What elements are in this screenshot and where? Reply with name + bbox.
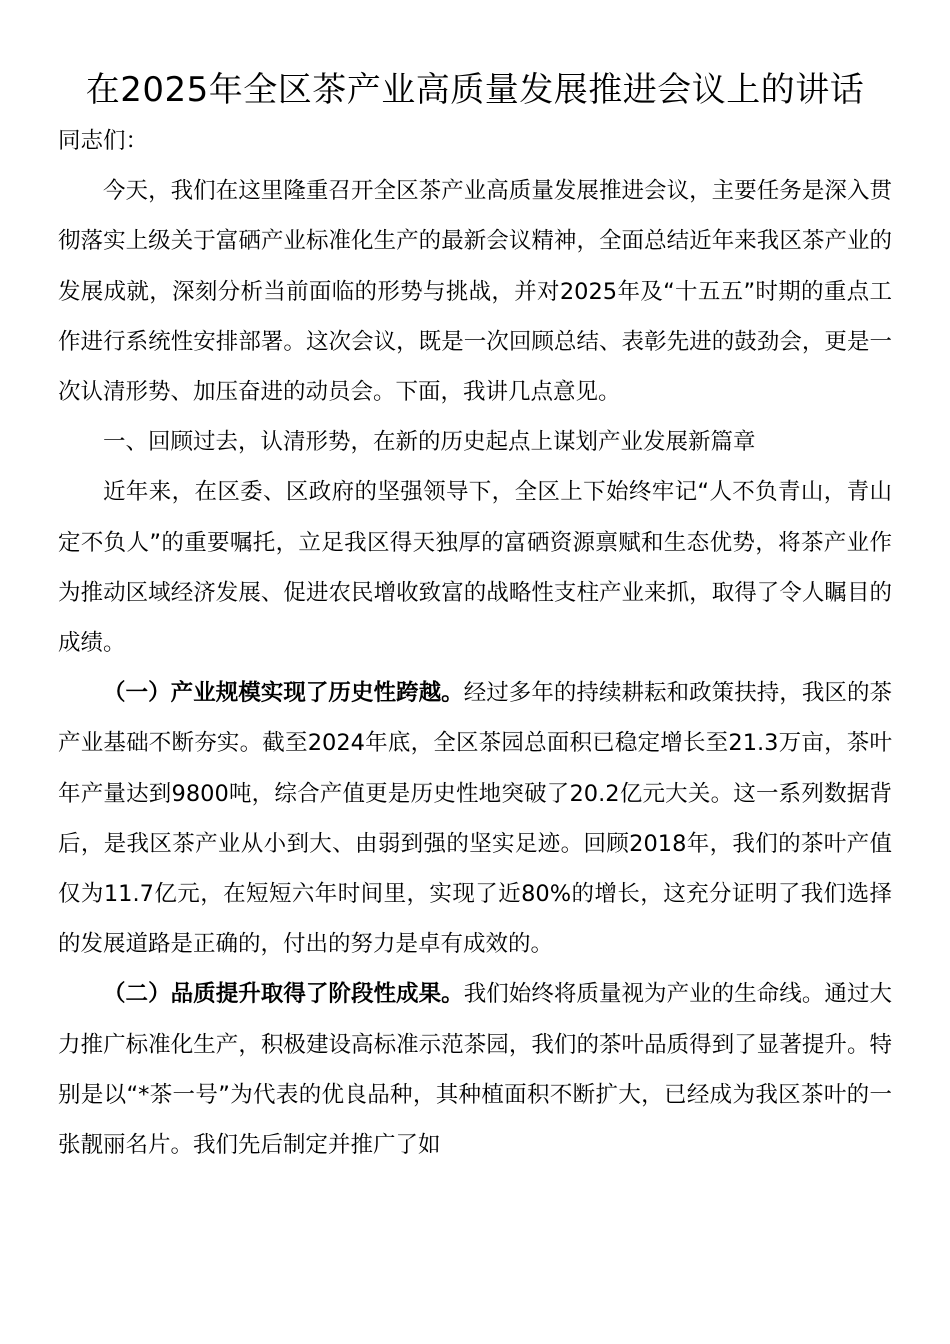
- point-2-body: 我们始终将质量视为产业的生命线。通过大力推广标准化生产，积极建设高标准示范茶园，我们的茶叶品质得到了显著提升。特别是以“*茶一号”为代表的优良品种，其种植面积不断扩大，已经成为我区茶叶的一张靓丽名片。我们先后制定并推广了如: [58, 981, 892, 1159]
- point-1-paragraph: [58, 668, 892, 969]
- point-2-lead: （二）品质提升取得了阶段性成果。: [103, 981, 464, 1008]
- point-1-lead: （一）产业规模实现了历史性跨越。: [103, 680, 464, 707]
- section-intro-paragraph: 近年来，在区委、区政府的坚强领导下，全区上下始终牢记“人不负青山，青山定不负人”的重要嘱托，立足我区得天独厚的富硒资源禀赋和生态优势，将茶产业作为推动区域经济发展、促进农民增收致富的战略性支柱产业来抓，取得了令人瞩目的成绩。: [58, 479, 892, 657]
- point-1-body: 经过多年的持续耕耘和政策扶持，我区的茶产业基础不断夯实。截至2024年底，全区茶园总面积已稳定增长至21.3万亩，茶叶年产量达到9800吨，综合产值更是历史性地突破了20.2亿元大关。这一系列数据背后，是我区茶产业从小到大、由弱到强的坚实足迹。回顾2018年，我们的茶叶产值仅为11.7亿元，在短短六年时间里，实现了近80%的增长，这充分证明了我们选择的发展道路是正确的，付出的努力是卓有成效的。: [58, 680, 892, 958]
- salutation: 同志们：: [58, 128, 149, 154]
- document-title: 在2025年全区茶产业高质量发展推进会议上的讲话: [85, 70, 865, 110]
- document-body: [58, 116, 892, 1170]
- point-2-paragraph: [58, 969, 892, 1170]
- section-heading: 一、回顾过去，认清形势，在新的历史起点上谋划产业发展新篇章: [103, 429, 756, 456]
- intro-paragraph: 今天，我们在这里隆重召开全区茶产业高质量发展推进会议，主要任务是深入贯彻落实上级关于富硒产业标准化生产的最新会议精神，全面总结近年来我区茶产业的发展成就，深刻分析当前面临的形势与挑战，并对2025年及“十五五”时期的重点工作进行系统性安排部署。这次会议，既是一次回顾总结、表彰先进的鼓劲会，更是一次认清形势、加压奋进的动员会。下面，我讲几点意见。: [58, 178, 892, 406]
